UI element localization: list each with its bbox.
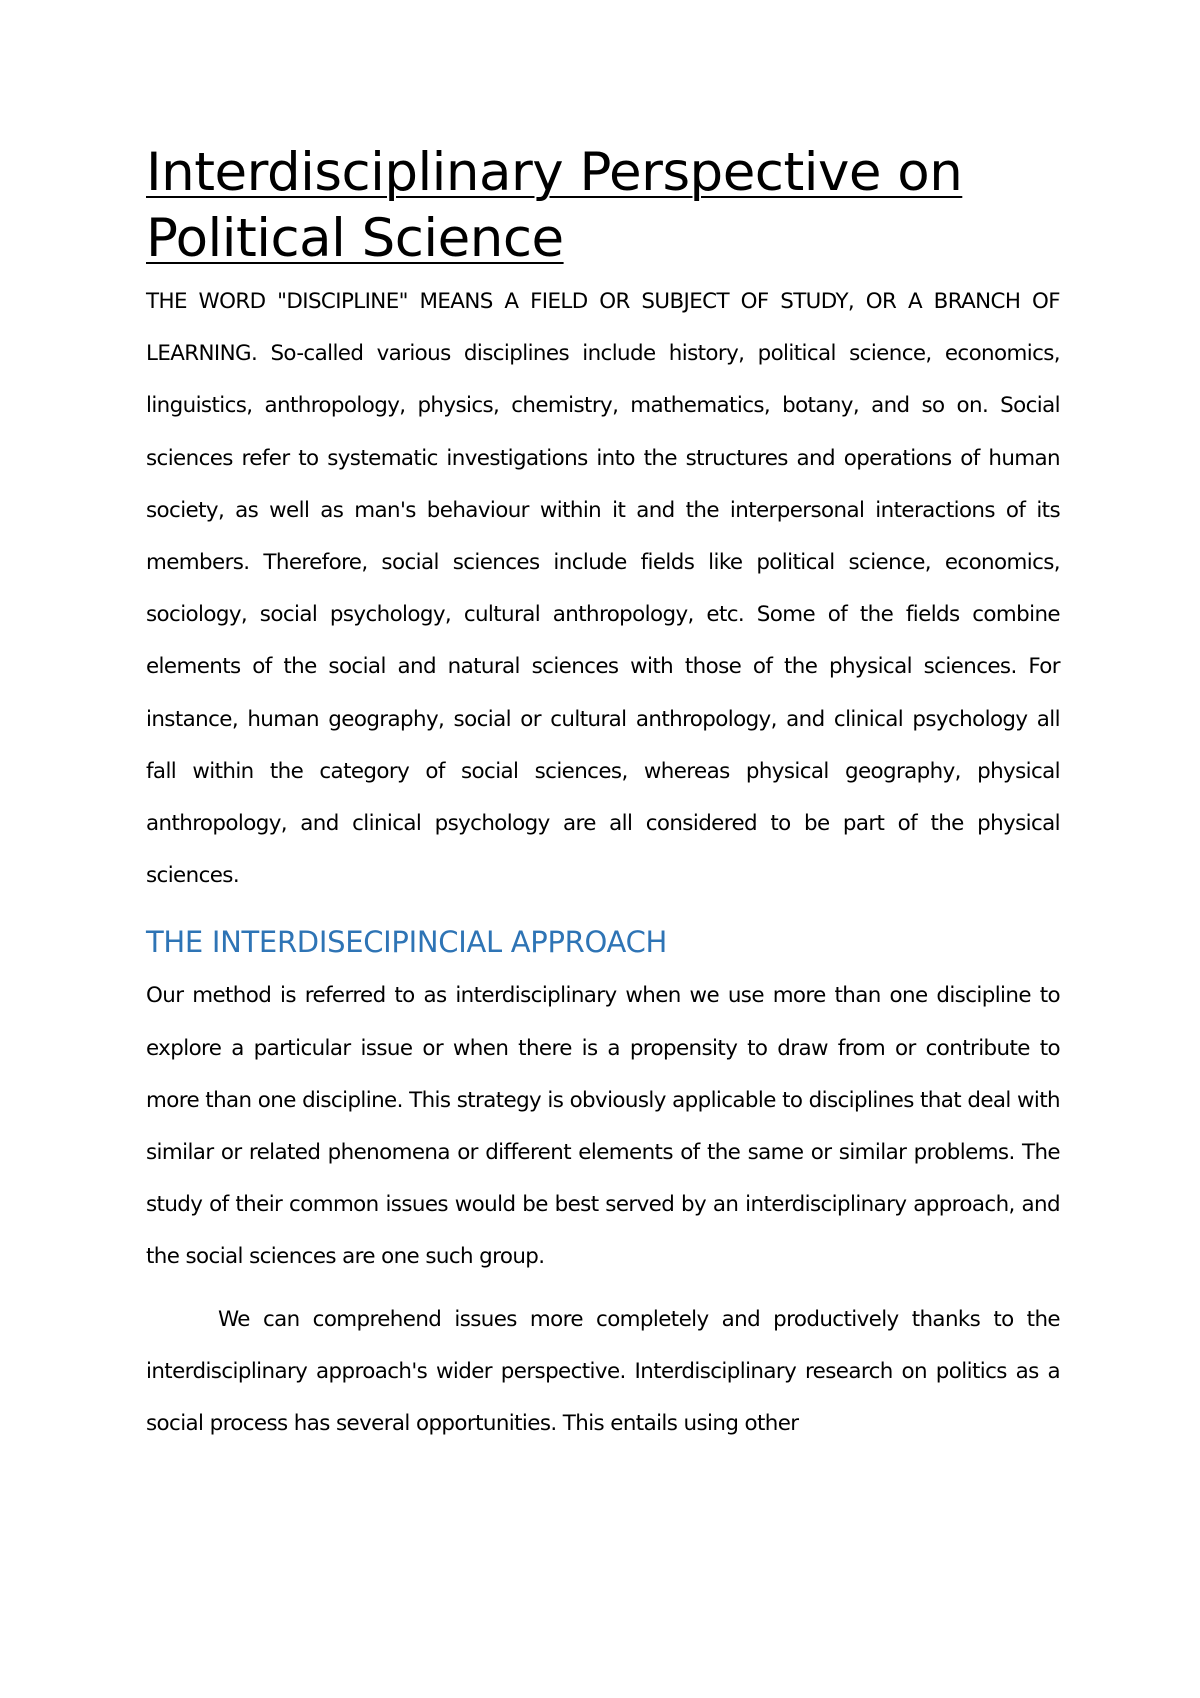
intro-paragraph: THE WORD "DISCIPLINE" MEANS A FIELD OR SUBJECT OF STUDY, OR A BRANCH OF LEARNING. So-called various disciplines include history, political science, economics, linguistics, anthropology, physics, chemistry, mathematics, botany, and so on. Social sciences refer to systematic investigations into the structures and operations of human society, as well as man's behaviour within it and the interpersonal interactions of its members. Therefore, social sciences include fields like political science, economics, sociology, social psychology, cultural anthropology, etc. Some of the fields combine elements of the social and natural sciences with those of the physical sciences. For instance, human geography, social or cultural anthropology, and clinical psychology all fall within the category of social sciences, whereas physical geography, physical anthropology, and clinical psychology are all considered to be part of the physical sciences. bbox=[146, 289, 1060, 889]
document-title: Interdisciplinary Perspective on Political Science bbox=[146, 142, 963, 269]
section-heading: THE INTERDISECIPINCIAL APPROACH bbox=[146, 925, 668, 960]
section-paragraph: We can comprehend issues more completely and productively thanks to the interdisciplinary approach's wider perspective. Interdisciplinary research on politics as a social process has several opportunities. This entails using other bbox=[146, 1306, 1060, 1437]
document-body bbox=[146, 140, 1060, 1450]
section-paragraph: Our method is referred to as interdisciplinary when we use more than one discipline to explore a particular issue or when there is a propensity to draw from or contribute to more than one discipline. This strategy is obviously applicable to disciplines that deal with similar or related phenomena or different elements of the same or similar problems. The study of their common issues would be best served by an interdisciplinary approach, and the social sciences are one such group. bbox=[146, 983, 1060, 1270]
